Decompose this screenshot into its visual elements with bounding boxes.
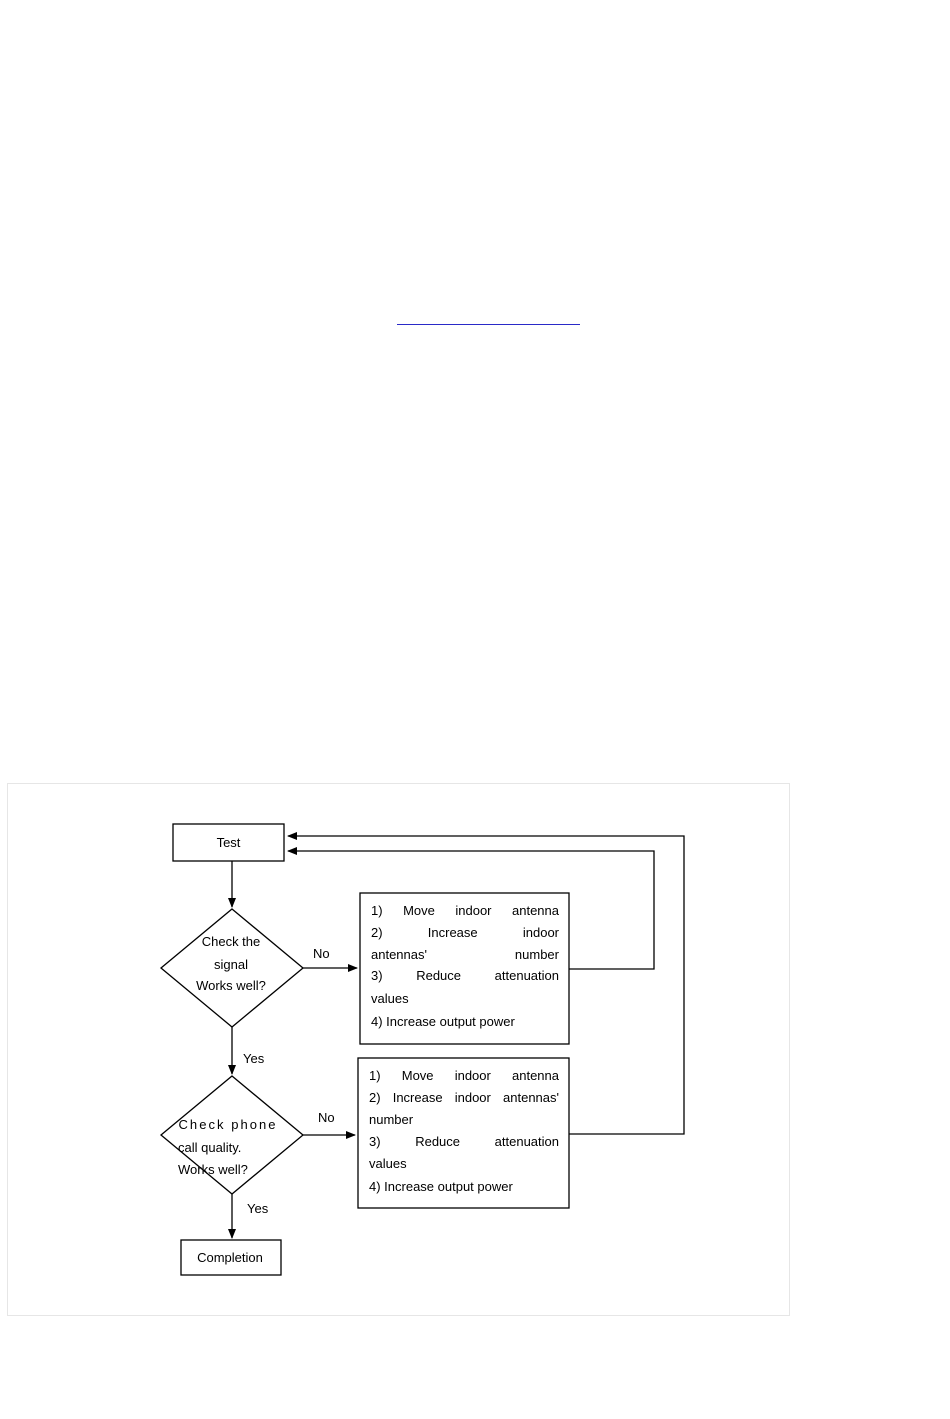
decision2-no-label: No xyxy=(318,1110,335,1125)
action2-line-4: 3) Reduce attenuation xyxy=(369,1134,559,1149)
decision1-line1: Check the xyxy=(201,934,261,949)
action1-line-2: 2) Increase indoor xyxy=(371,925,559,940)
action1-line-6: 4) Increase output power xyxy=(371,1014,515,1029)
decision1-no-label: No xyxy=(313,946,330,961)
action1-line-5: values xyxy=(371,991,409,1006)
decision2-line3: Works well? xyxy=(178,1162,248,1177)
action1-line-1: 1) Move indoor antenna xyxy=(371,903,559,918)
action1-line-3: antennas' number xyxy=(371,947,559,962)
action1-line-4: 3) Reduce attenuation xyxy=(371,968,559,983)
decision2-line1: Check phone xyxy=(178,1117,276,1132)
action2-line-2: 2) Increase indoor antennas' xyxy=(369,1090,559,1105)
action2-line-5: values xyxy=(369,1156,407,1171)
decision1-line3: Works well? xyxy=(196,978,266,993)
decision1-yes-label: Yes xyxy=(243,1051,265,1066)
decision1-line2: signal xyxy=(214,957,248,972)
completion-label: Completion xyxy=(197,1250,263,1265)
action2-line-6: 4) Increase output power xyxy=(369,1179,513,1194)
action2-line-1: 1) Move indoor antenna xyxy=(369,1068,559,1083)
action2-line-3: number xyxy=(369,1112,414,1127)
decision2-yes-label: Yes xyxy=(247,1201,269,1216)
decision2-line2: call quality. xyxy=(178,1140,242,1155)
start-label: Test xyxy=(216,835,241,850)
